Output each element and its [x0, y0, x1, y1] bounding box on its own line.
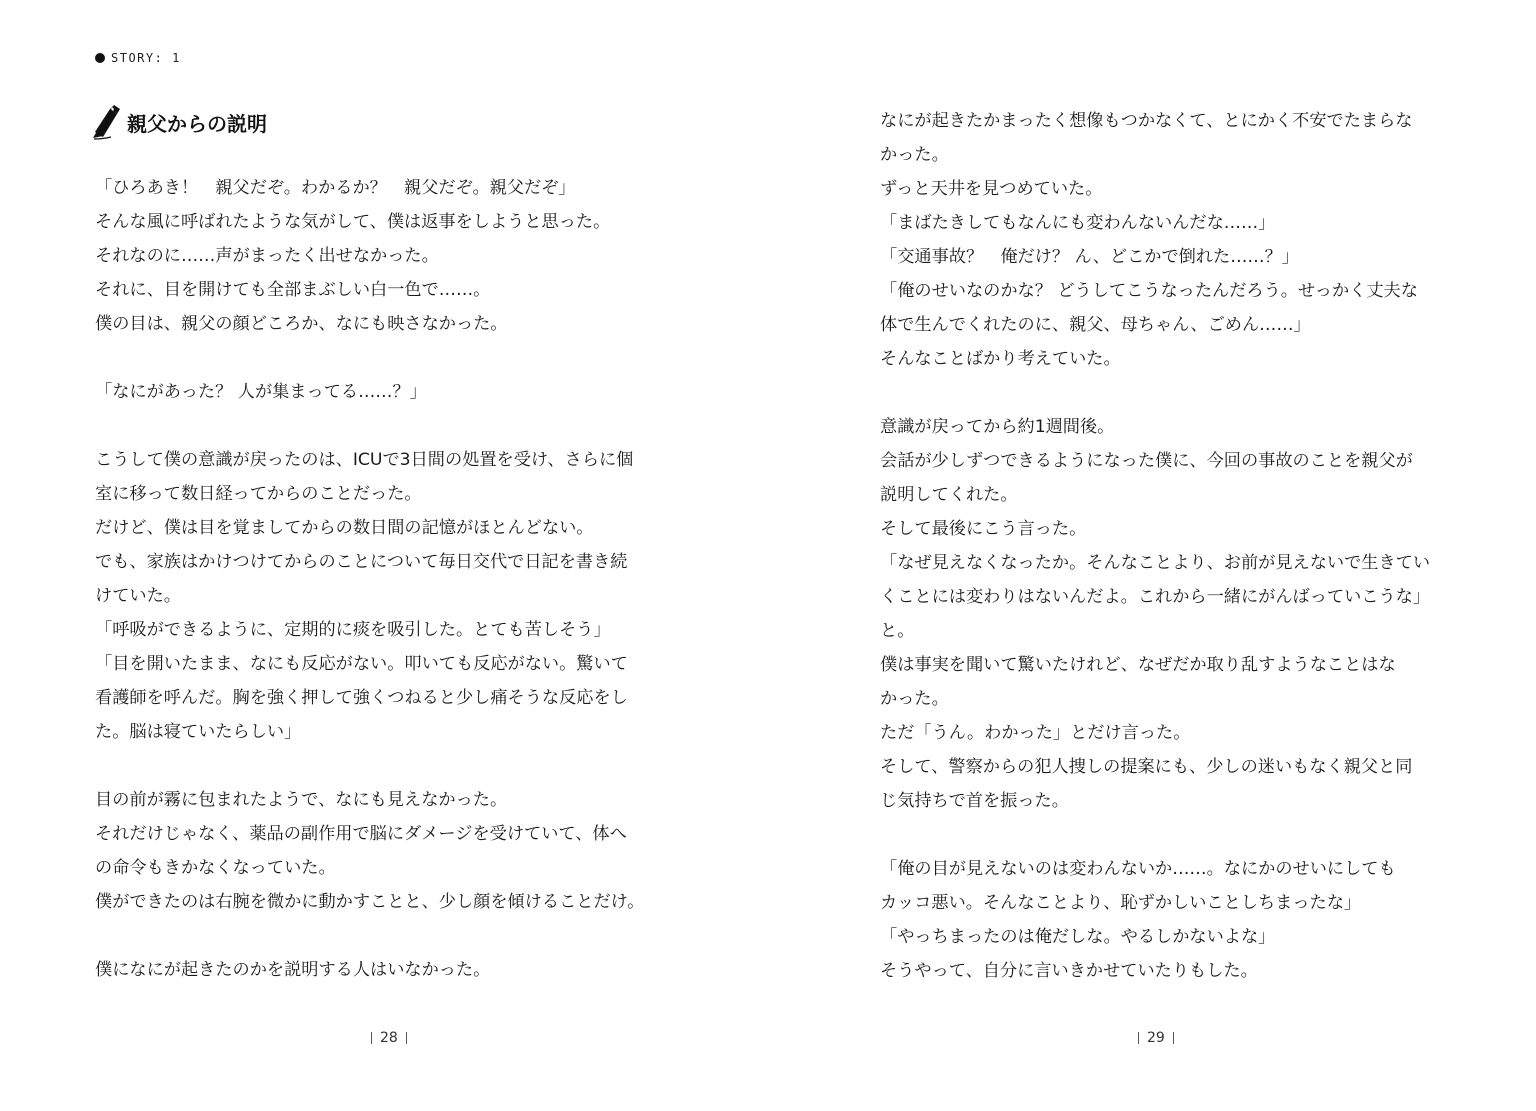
text-line: そして最後にこう言った。 — [880, 519, 1087, 539]
text-line: 「やっちまったのは俺だしな。やるしかないよな」 — [880, 927, 1276, 947]
text-line: 目の前が霧に包まれたようで、なにも見えなかった。 — [95, 790, 508, 810]
text-line: そんなことばかり考えていた。 — [880, 349, 1121, 369]
text-line: そして、警察からの犯人捜しの提案にも、少しの迷いもなく親父と同 — [880, 757, 1413, 777]
text-line: の命令もきかなくなっていた。 — [95, 858, 336, 878]
chapter-title-text: 親父からの説明 — [127, 111, 267, 136]
bullet-dot-icon — [95, 53, 105, 63]
text-line: くことには変わりはないんだよ。これから一緒にがんばっていこうな」 — [880, 587, 1431, 607]
text-line: かった。 — [880, 145, 949, 165]
text-line: 「俺のせいなのかな？ どうしてこうなったんだろう。せっかく丈夫な — [880, 281, 1418, 301]
text-line: 看護師を呼んだ。胸を強く押して強くつねると少し痛そうな反応をし — [95, 688, 628, 708]
text-line: 「まばたきしてもなんにも変わんないんだな……」 — [880, 213, 1276, 233]
text-line: 僕の目は、親父の顔どころか、なにも映さなかった。 — [95, 314, 508, 334]
text-line: 体で生んでくれたのに、親父、母ちゃん、ごめん……」 — [880, 315, 1311, 335]
text-line: でも、家族はかけつけてからのことについて毎日交代で日記を書き続 — [95, 552, 628, 572]
text-line: こうして僕の意識が戻ったのは、ICUで3日間の処置を受け、さらに個 — [95, 450, 634, 470]
text-line: 「ひろあき！ 親父だぞ。わかるか？ 親父だぞ。親父だぞ」 — [95, 178, 576, 198]
text-line: それに、目を開けても全部まぶしい白一色で……。 — [95, 280, 491, 300]
right-page-body — [880, 104, 1430, 988]
text-line: それだけじゃなく、薬品の副作用で脳にダメージを受けていて、体へ — [95, 824, 627, 844]
text-line: かった。 — [880, 689, 949, 709]
text-line: と。 — [880, 621, 915, 641]
paragraph-gap — [95, 919, 644, 953]
page-number-divider — [406, 1032, 407, 1044]
text-line: た。脳は寝ていたらしい」 — [95, 722, 302, 742]
text-line: 会話が少しずつできるようになった僕に、今回の事故のことを親父が — [880, 451, 1413, 471]
text-line: けていた。 — [95, 586, 181, 606]
text-line: 「目を開いたまま、なにも反応がない。叩いても反応がない。驚いて — [95, 654, 628, 674]
text-line: だけど、僕は目を覚ましてからの数日間の記憶がほとんどない。 — [95, 518, 594, 538]
text-line: それなのに……声がまったく出せなかった。 — [95, 246, 439, 266]
text-line: ただ「うん。わかった」とだけ言った。 — [880, 723, 1191, 743]
text-line: 意識が戻ってから約1週間後。 — [880, 417, 1115, 437]
text-line: 「呼吸ができるように、定期的に痰を吸引した。とても苦しそう」 — [95, 620, 611, 640]
paragraph-gap — [95, 409, 644, 443]
story-label: STORY: 1 — [111, 51, 181, 65]
text-line: 僕は事実を聞いて驚いたけれど、なぜだか取り乱すようなことはな — [880, 655, 1396, 675]
text-line: 僕ができたのは右腕を微かに動かすことと、少し顔を傾けることだけ。 — [95, 892, 645, 912]
text-line: 説明してくれた。 — [880, 485, 1018, 505]
text-line: そんな風に呼ばれたような気がして、僕は返事をしようと思った。 — [95, 212, 611, 232]
page-number-text: 29 — [1147, 1030, 1165, 1046]
text-line: ずっと天井を見つめていた。 — [880, 179, 1103, 199]
page-number-right — [1130, 1030, 1182, 1046]
text-line: 室に移って数日経ってからのことだった。 — [95, 484, 422, 504]
paragraph-gap — [95, 749, 644, 783]
text-line: 僕になにが起きたのかを説明する人はいなかった。 — [95, 960, 491, 980]
text-line: じ気持ちで首を振った。 — [880, 791, 1069, 811]
text-line: 「なぜ見えなくなったか。そんなことより、お前が見えないで生きてい — [880, 553, 1431, 573]
text-line: なにが起きたかまったく想像もつかなくて、とにかく不安でたまらな — [880, 111, 1413, 131]
page-number-text: 28 — [380, 1030, 398, 1046]
text-line: カッコ悪い。そんなことより、恥ずかしいことしちまったな」 — [880, 893, 1362, 913]
chapter-title — [93, 104, 267, 140]
text-line: 「交通事故？ 俺だけ？ ん、どこかで倒れた……？」 — [880, 247, 1299, 267]
paragraph-gap — [95, 341, 644, 375]
page-number-divider — [1173, 1032, 1174, 1044]
text-line: 「なにがあった？ 人が集まってる……？」 — [95, 382, 427, 402]
story-header — [95, 50, 181, 66]
text-line: 「俺の目が見えないのは変わんないか……。なにかのせいにしても — [880, 859, 1396, 879]
page-number-divider — [371, 1032, 372, 1044]
paragraph-gap — [880, 376, 1430, 410]
pencil-icon — [93, 104, 123, 140]
paragraph-gap — [880, 818, 1430, 852]
page-number-left — [363, 1030, 415, 1046]
left-page-body — [95, 171, 644, 987]
page-number-divider — [1138, 1032, 1139, 1044]
text-line: そうやって、自分に言いきかせていたりもした。 — [880, 961, 1258, 981]
